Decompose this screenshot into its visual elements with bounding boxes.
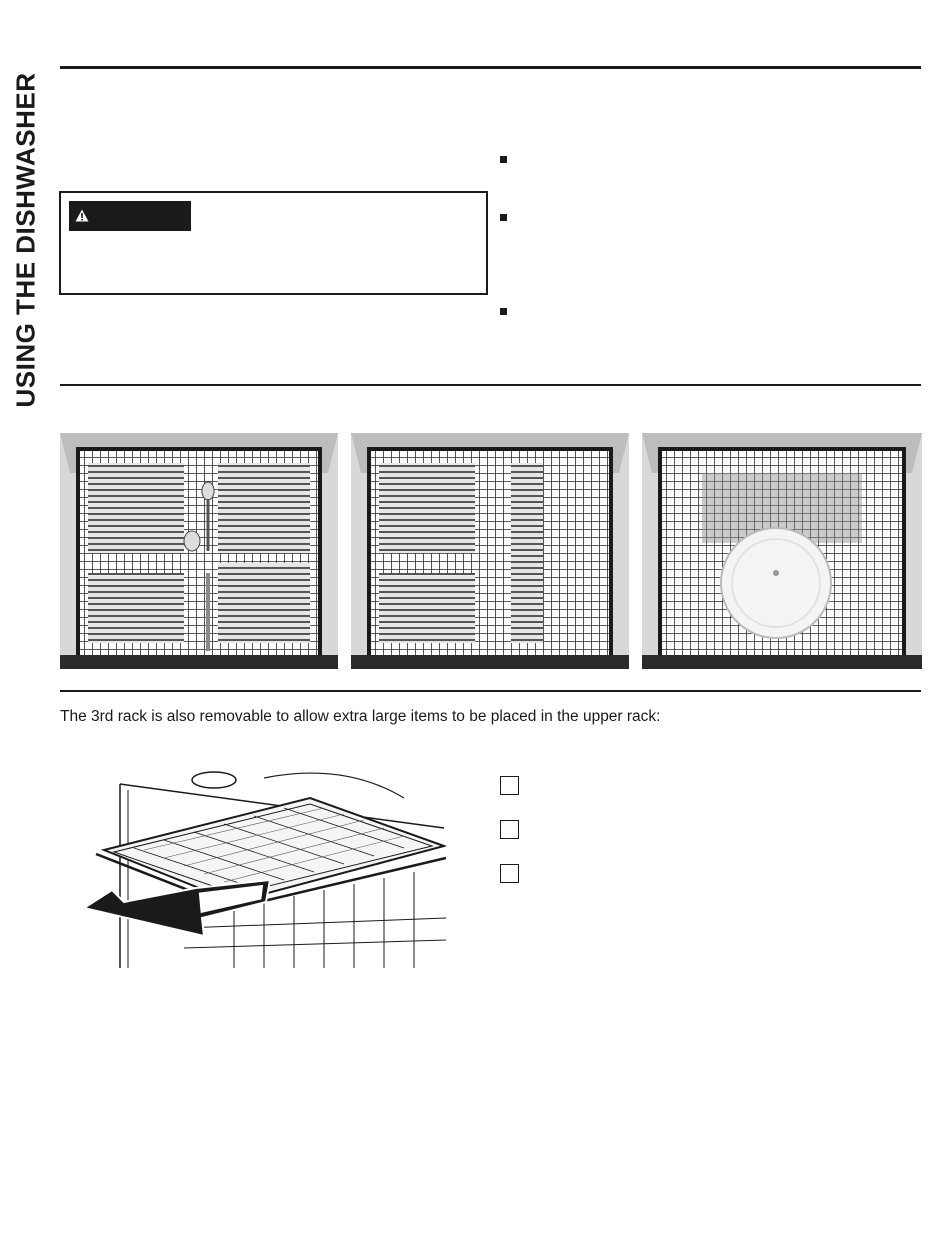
rack-photo-plate — [642, 433, 922, 669]
sidebar-title-text: USING THE DISHWASHER — [10, 72, 41, 408]
warning-triangle-icon — [75, 209, 89, 222]
bullet-marker — [500, 308, 507, 315]
warning-badge — [69, 201, 191, 231]
warning-box — [59, 191, 488, 295]
section-divider-1 — [60, 384, 921, 386]
rack-removal-illustration — [84, 768, 446, 968]
section-sidebar-title — [8, 30, 44, 450]
bullet-marker — [500, 156, 507, 163]
removable-rack-intro: The 3rd rack is also removable to allow extra large items to be placed in the upper rack: — [60, 708, 661, 725]
rack-photo-silverware-sides — [351, 433, 629, 669]
section-divider-2 — [60, 690, 921, 692]
rack-photo-silverware-center — [60, 433, 338, 669]
step-box-2 — [500, 820, 519, 839]
step-box-3 — [500, 864, 519, 883]
step-box-1 — [500, 776, 519, 795]
bullet-marker — [500, 214, 507, 221]
top-divider — [60, 66, 921, 69]
